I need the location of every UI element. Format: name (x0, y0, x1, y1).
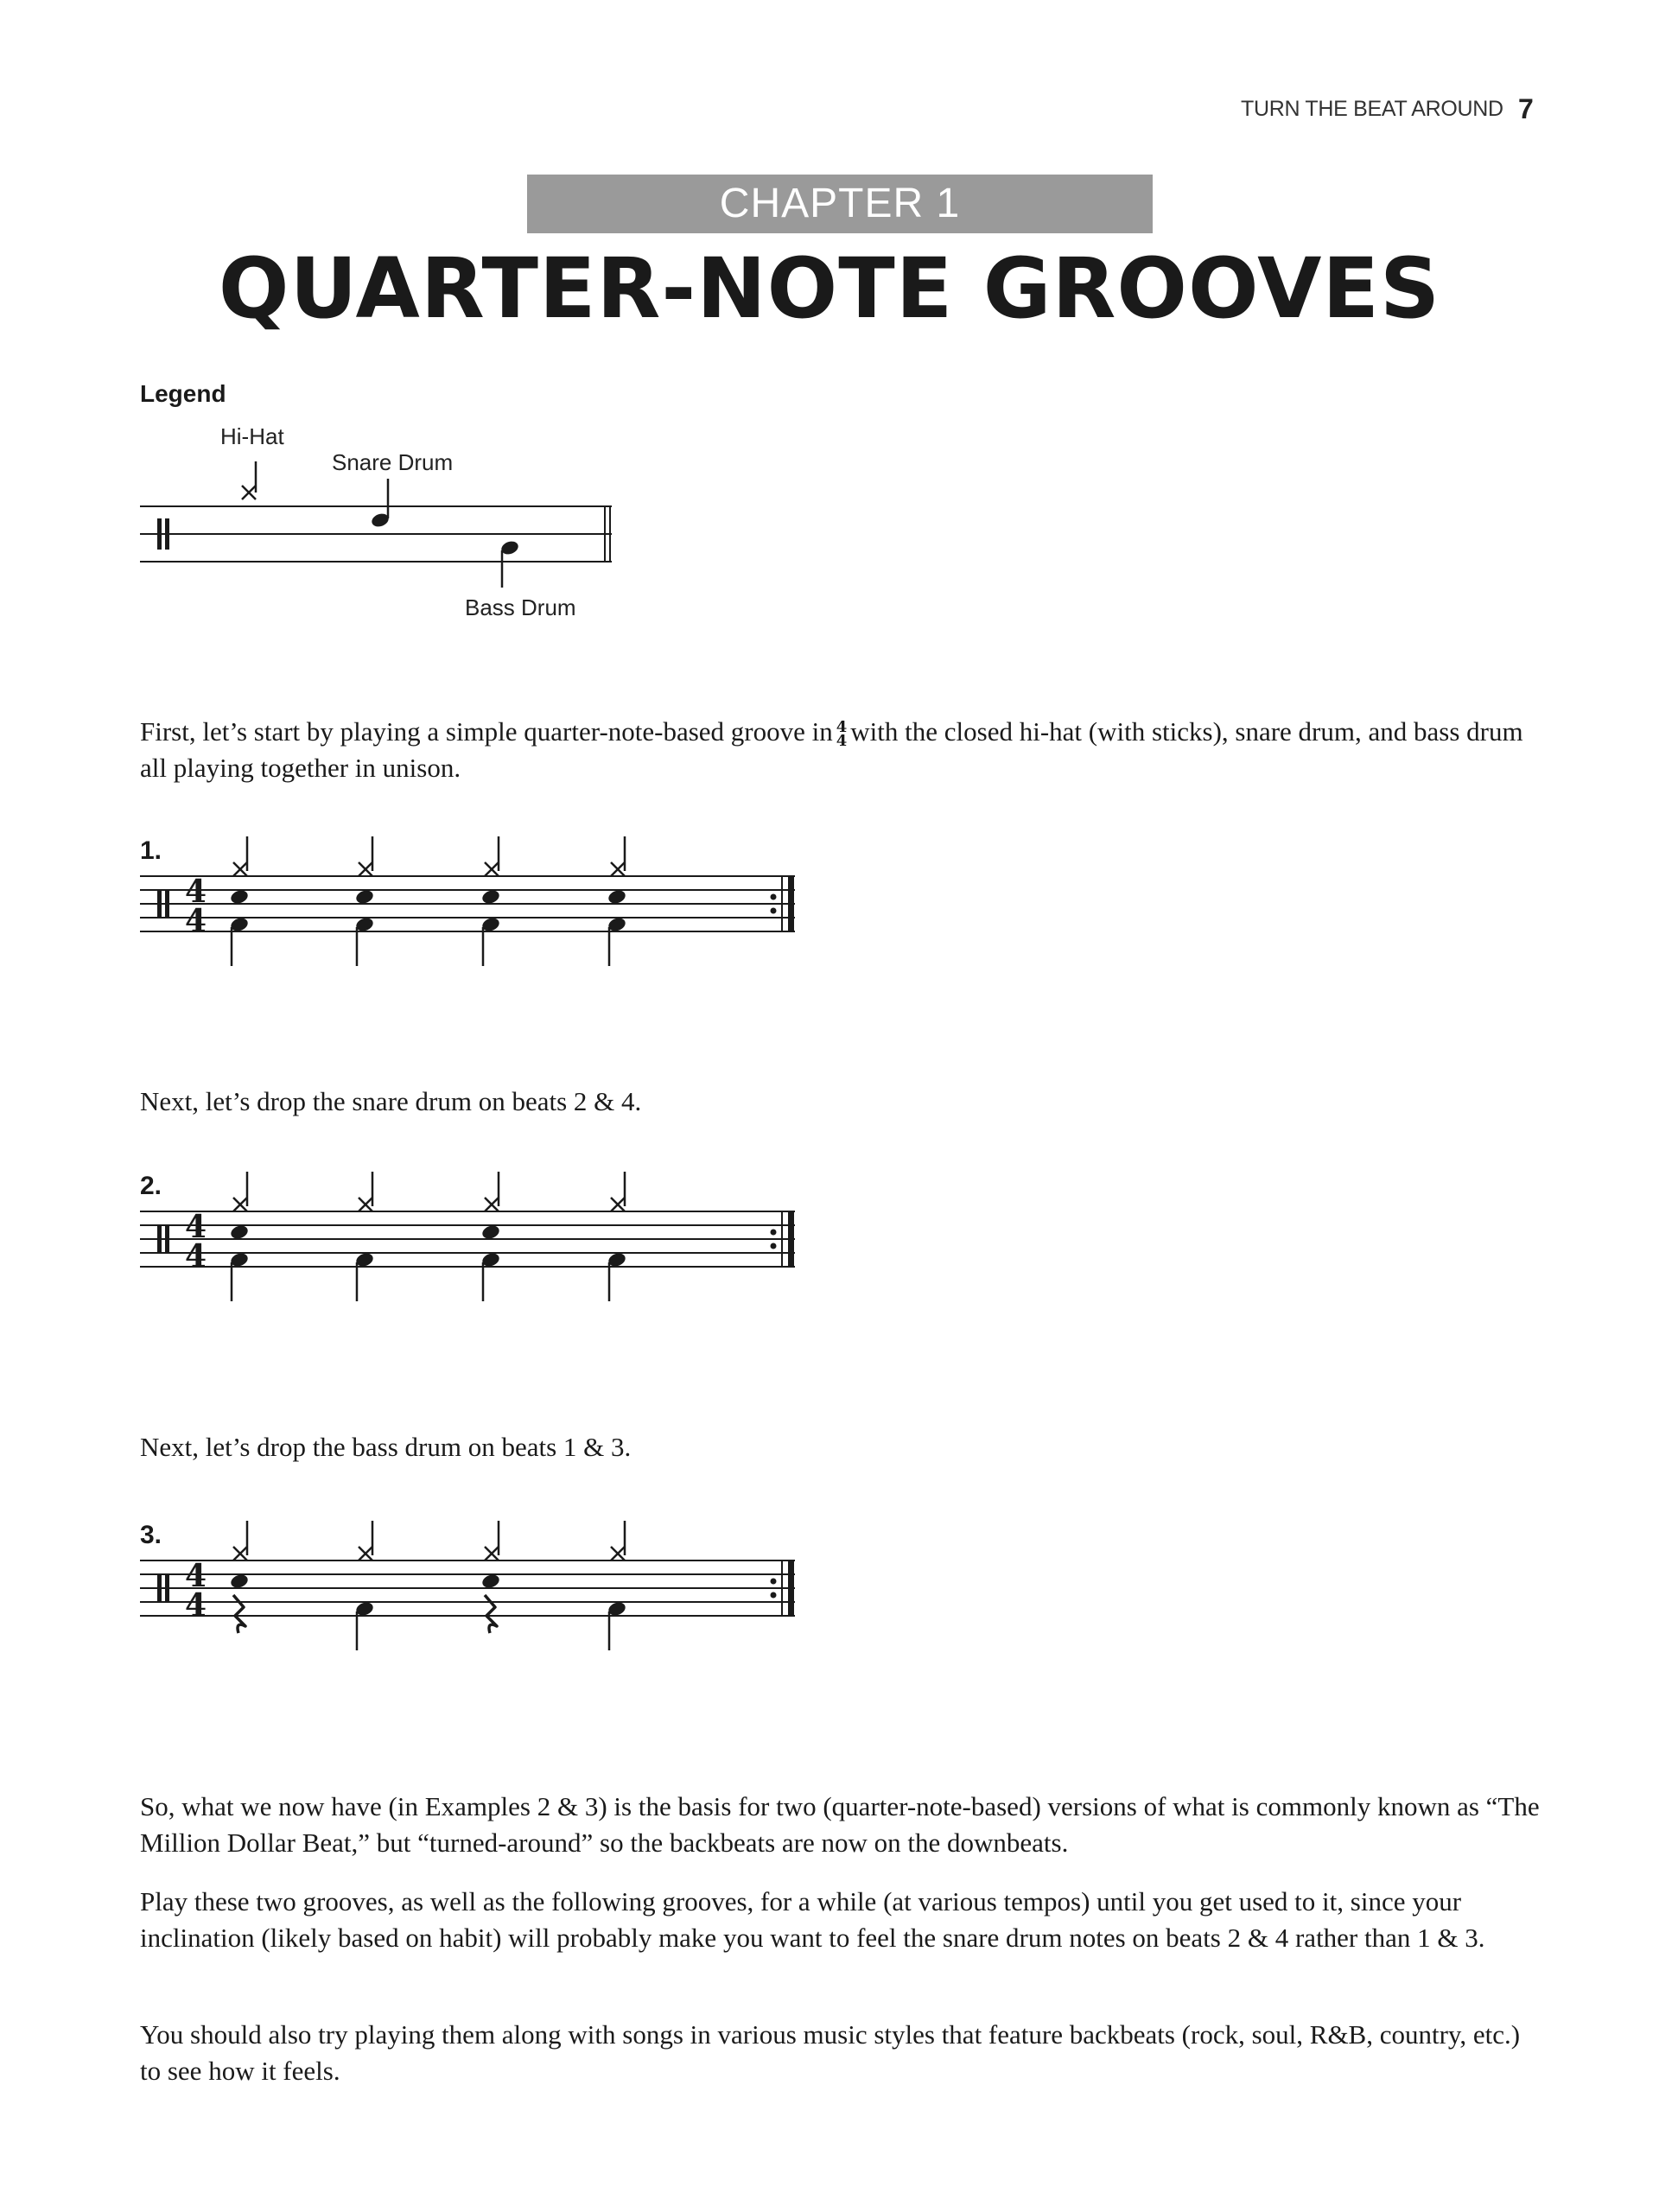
legend-staff (138, 467, 622, 605)
beat-1 (229, 836, 250, 966)
percussion-clef (157, 890, 162, 918)
legend-label-hihat: Hi-Hat (220, 423, 284, 449)
snare-note (480, 888, 501, 906)
paragraph-intro-end: with the closed hi-hat (with sticks), snare drum, and bass drum all playing together in unison. (140, 716, 1523, 783)
example-label: 2. (140, 1172, 162, 1200)
beat-4 (607, 1172, 627, 1301)
running-head: TURN THE BEAT AROUND (1241, 97, 1503, 121)
legend-title: Legend (140, 380, 226, 407)
time-signature-bottom: 4 (185, 1238, 207, 1274)
repeat-dot (771, 1243, 777, 1249)
chapter-title: QUARTER-NOTE GROOVES (218, 240, 1441, 337)
legend-hihat-note (242, 461, 256, 499)
snare-note (229, 1224, 250, 1241)
example-staff-2 (138, 1172, 812, 1310)
paragraph-practice: Play these two grooves, as well as the following grooves, for a while (at various tempos) until you get used to it, since your inclination (likely based on habit) will probably make you want to feel the snare drum notes on beats 2 & 4 rather than 1 & 3. (140, 1886, 1485, 1953)
beat-2 (354, 1521, 375, 1650)
beat-4 (607, 1521, 627, 1650)
beat-3 (480, 1172, 501, 1301)
snare-note (480, 1573, 501, 1590)
repeat-dot (771, 1592, 777, 1599)
snare-note (480, 1224, 501, 1241)
legend-label-snare: Snare Drum (332, 449, 454, 475)
staff-lines (140, 1560, 795, 1616)
percussion-clef (157, 1574, 162, 1602)
time-signature-top: 4 (185, 1558, 207, 1594)
legend-label-bass: Bass Drum (465, 594, 576, 620)
chapter-label: CHAPTER 1 (527, 175, 1153, 233)
snare-note (229, 888, 250, 906)
example-staff-1 (138, 836, 812, 975)
paragraph-bass-drop: Next, let’s drop the bass drum on beats 1 & 3. (140, 1432, 632, 1462)
repeat-dot (771, 1579, 777, 1585)
paragraph-million-dollar-beat: So, what we now have (in Examples 2 & 3) is the basis for two (quarter-note-based) versions of what is commonly known as “The Million Dollar Beat,” but “turned-around” so the backbeats are now on the downbeats. (140, 1791, 1540, 1858)
example-label: 1. (140, 836, 162, 865)
legend-bass-note (499, 539, 520, 588)
page-number: 7 (1518, 93, 1534, 124)
repeat-dot (771, 1230, 777, 1236)
time-signature-bottom: 4 (185, 903, 207, 939)
snare-note (354, 888, 375, 906)
beat-2 (354, 1172, 375, 1301)
paragraph-play-along: You should also try playing them along with songs in various music styles that feature backbeats (rock, soul, R&B, country, etc.) to see how it feels. (140, 2019, 1521, 2086)
paragraph-intro (140, 714, 1540, 786)
quarter-rest (485, 1595, 497, 1633)
time-signature-top: 4 (185, 874, 207, 910)
legend-snare-note (370, 479, 391, 529)
snare-note (229, 1573, 250, 1590)
time-signature-bottom: 4 (185, 1587, 207, 1624)
barline-thick (788, 876, 794, 931)
quarter-rest (233, 1595, 245, 1633)
beat-2 (354, 836, 375, 966)
snare-note (607, 888, 627, 906)
barline-thick (788, 1560, 794, 1616)
time-signature-top: 4 (185, 1209, 207, 1245)
paragraph-intro-start: First, let’s start by playing a simple quarter-note-based groove in (140, 716, 833, 747)
example-label: 3. (140, 1521, 162, 1549)
repeat-dot (771, 908, 777, 914)
beat-1 (229, 1172, 250, 1301)
percussion-clef (157, 1225, 162, 1253)
example-staff-3 (138, 1521, 812, 1659)
barline-thick (788, 1211, 794, 1267)
beat-4 (607, 836, 627, 966)
percussion-clef (157, 518, 162, 550)
paragraph-snare-drop: Next, let’s drop the snare drum on beats 2 & 4. (140, 1086, 642, 1116)
inline-time-signature: 4 4 (836, 718, 848, 750)
repeat-dot (771, 894, 777, 900)
beat-3 (480, 836, 501, 966)
